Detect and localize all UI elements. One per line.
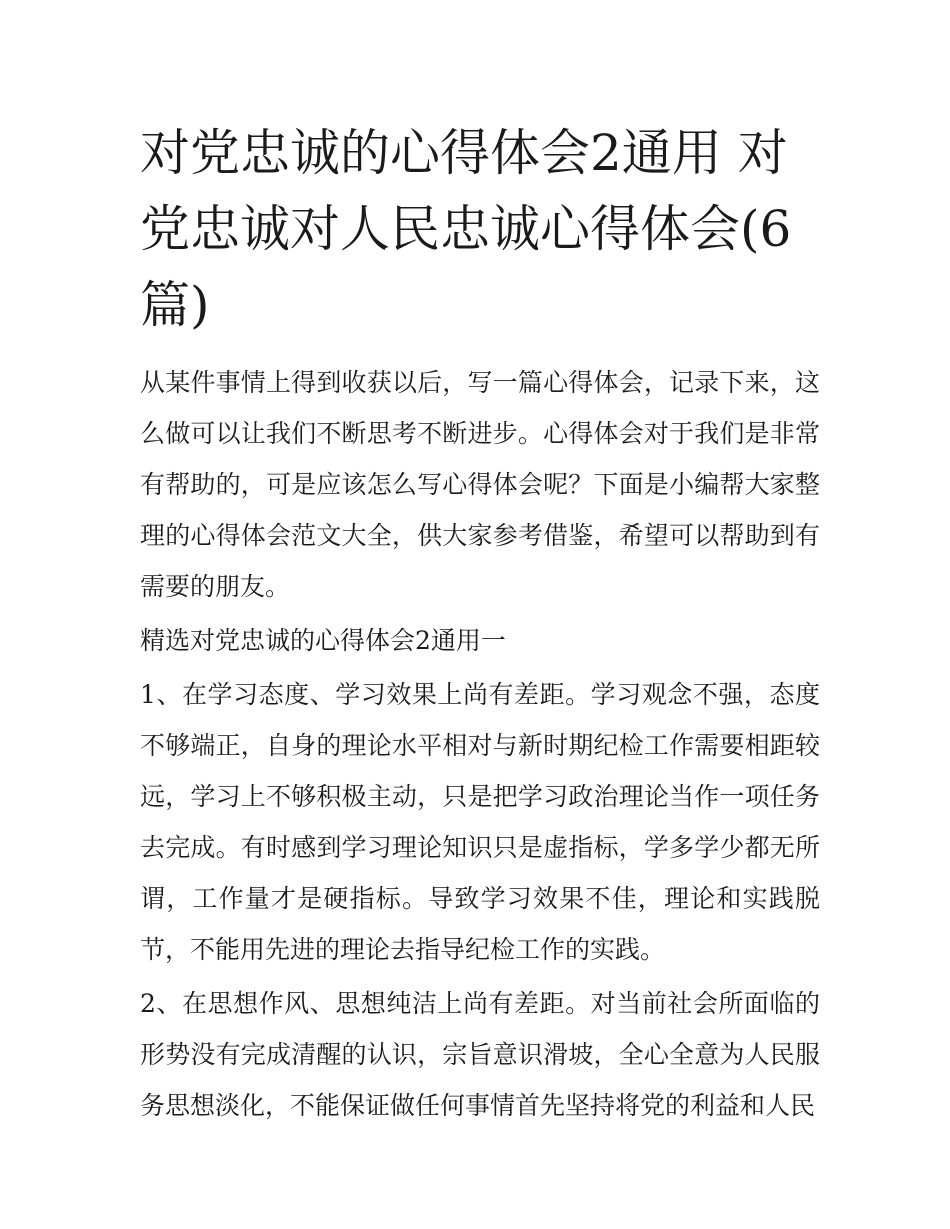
document-title: 对党忠诚的心得体会2通用 对党忠诚对人民忠诚心得体会(6篇) bbox=[140, 124, 792, 334]
section-heading: 精选对党忠诚的心得体会2通用一 bbox=[140, 626, 506, 655]
list-item: 2、在思想作风、思想纯洁上尚有差距。对当前社会所面临的形势没有完成清醒的认识，宗旨意识滑坡，全心全意为人民服务思想淡化，不能保证做任何事情首先坚持将党的利益和人民 bbox=[140, 989, 820, 1120]
document-page bbox=[140, 115, 820, 1131]
list-item: 1、在学习态度、学习效果上尚有差距。学习观念不强，态度不够端正，自身的理论水平相对与新时期纪检工作需要相距较远，学习上不够积极主动，只是把学习政治理论当作一项任务去完成。有时感到学习理论知识只是虚指标，学多学少都无所谓，工作量才是硬指标。导致学习效果不佳，理论和实践脱节，不能用先进的理论去指导纪检工作的实践。 bbox=[140, 680, 820, 964]
intro-paragraph: 从某件事情上得到收获以后，写一篇心得体会，记录下来，这么做可以让我们不断思考不断进步。心得体会对于我们是非常有帮助的，可是应该怎么写心得体会呢？下面是小编帮大家整理的心得体会范文大全，供大家参考借鉴，希望可以帮助到有需要的朋友。 bbox=[140, 368, 820, 601]
